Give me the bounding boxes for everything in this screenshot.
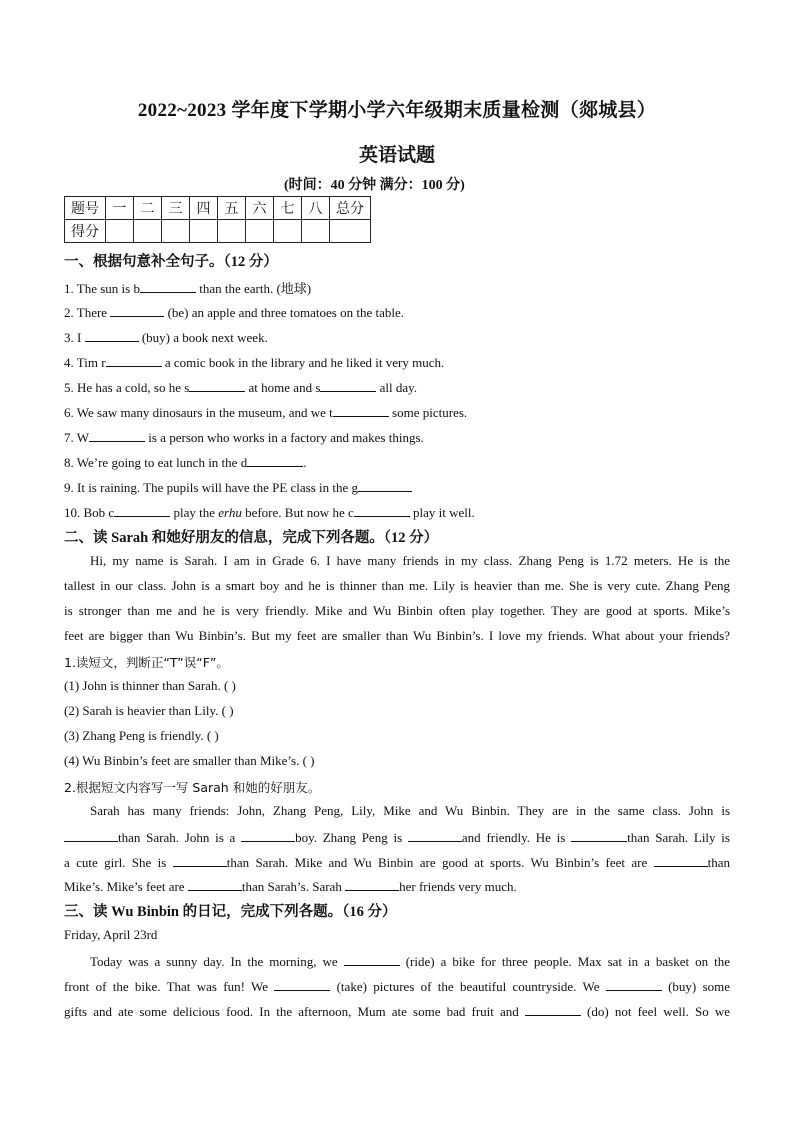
- score-table: [64, 196, 371, 243]
- answer-blank[interactable]: [333, 403, 389, 417]
- question-4: 4. Tim r a comic book in the library and he liked it very much.: [64, 355, 445, 370]
- question-1: 1. The sun is b than the earth. (地球): [64, 281, 312, 296]
- score-cell: 三: [162, 197, 190, 220]
- score-cell: 题号: [65, 197, 106, 220]
- answer-blank[interactable]: [247, 453, 303, 467]
- score-cell: 二: [134, 197, 162, 220]
- score-entry-cell[interactable]: [190, 220, 218, 243]
- score-entry-cell[interactable]: [330, 220, 371, 243]
- answer-blank[interactable]: [571, 828, 627, 842]
- score-cell: 五: [218, 197, 246, 220]
- tf-question-2: (2) Sarah is heavier than Lily. ( ): [64, 703, 234, 718]
- question-10: 10. Bob c play the erhu before. But now he c play it well.: [64, 505, 475, 520]
- question-2: 2. There (be) an apple and three tomatoes on the table.: [64, 305, 405, 320]
- score-entry-cell[interactable]: [246, 220, 274, 243]
- diary-line: front of the bike. That was fun! We (take) pictures of the beautiful countryside. We (buy) some: [64, 979, 731, 994]
- answer-blank[interactable]: [358, 478, 412, 492]
- section3-heading: 三、读 Wu Binbin 的日记，完成下列各题。（16 分）: [64, 904, 397, 920]
- score-table-header-row: [65, 197, 371, 220]
- question-7: 7. W is a person who works in a factory and makes things.: [64, 430, 424, 445]
- score-cell: 总分: [330, 197, 371, 220]
- answer-blank[interactable]: [188, 877, 242, 891]
- passage-line: Hi, my name is Sarah. I am in Grade 6. I have many friends in my class. Zhang Peng is 1.72 meters. He is the: [90, 553, 730, 568]
- answer-blank[interactable]: [114, 503, 170, 517]
- answer-blank[interactable]: [344, 952, 400, 966]
- score-cell: 四: [190, 197, 218, 220]
- score-table-score-row: [65, 220, 371, 243]
- score-cell: 六: [246, 197, 274, 220]
- summary-line: Mike’s. Mike’s feet are than Sarah’s. Sarah her friends very much.: [64, 879, 517, 894]
- answer-blank[interactable]: [189, 378, 245, 392]
- tf-question-3: (3) Zhang Peng is friendly. ( ): [64, 728, 219, 743]
- section1-heading: 一、根据句意补全句子。（12 分）: [64, 254, 278, 270]
- passage-line: feet are bigger than Wu Binbin’s. But my feet are smaller than Wu Binbin’s. I love my friends. What about your friends?: [64, 628, 730, 643]
- answer-blank[interactable]: [85, 328, 139, 342]
- exam-meta: (时间：40 分钟 满分：100 分): [284, 178, 465, 193]
- answer-blank[interactable]: [140, 279, 196, 293]
- question-6: 6. We saw many dinosaurs in the museum, and we t some pictures.: [64, 405, 468, 420]
- score-entry-cell[interactable]: [162, 220, 190, 243]
- answer-blank[interactable]: [241, 828, 295, 842]
- question-3: 3. I (buy) a book next week.: [64, 330, 268, 345]
- score-entry-cell[interactable]: [134, 220, 162, 243]
- passage-line: tallest in our class. John is a smart boy and he is thinner than me. Lily is heavier than me. She is very cute. Zhang Peng: [64, 578, 730, 593]
- diary-line: Today was a sunny day. In the morning, we (ride) a bike for three people. Max sat in a basket on the: [90, 954, 731, 969]
- score-entry-cell[interactable]: [106, 220, 134, 243]
- summary-line: than Sarah. John is a boy. Zhang Peng is and friendly. He is than Sarah. Lily is: [64, 828, 730, 846]
- answer-blank[interactable]: [354, 503, 410, 517]
- answer-blank[interactable]: [320, 378, 376, 392]
- question-5: 5. He has a cold, so he s at home and s all day.: [64, 380, 418, 395]
- section2-heading: 二、读 Sarah 和她好朋友的信息，完成下列各题。（12 分）: [64, 530, 439, 546]
- answer-blank[interactable]: [64, 828, 118, 842]
- answer-blank[interactable]: [654, 853, 708, 867]
- passage-line: is stronger than me and he is very friendly. Mike and Wu Binbin often play together. They are good at sports. Mike’s: [64, 603, 730, 618]
- score-cell: 八: [302, 197, 330, 220]
- question-8: 8. We’re going to eat lunch in the d .: [64, 455, 307, 470]
- diary-date: Friday, April 23rd: [64, 927, 158, 942]
- answer-blank[interactable]: [173, 853, 227, 867]
- question-9: 9. It is raining. The pupils will have the PE class in the g: [64, 478, 412, 496]
- answer-blank[interactable]: [525, 1002, 581, 1016]
- q2-instruction: 2.根据短文内容写一写 Sarah 和她的好朋友。: [64, 780, 321, 795]
- exam-title: 2022~2023 学年度下学期小学六年级期末质量检测（郯城县）: [137, 100, 657, 121]
- answer-blank[interactable]: [89, 428, 145, 442]
- answer-blank[interactable]: [606, 977, 662, 991]
- answer-blank[interactable]: [345, 877, 399, 891]
- score-cell: 一: [106, 197, 134, 220]
- summary-line: a cute girl. She is than Sarah. Mike and Wu Binbin are good at sports. Wu Binbin’s feet are than: [64, 855, 730, 870]
- tf-question-4: (4) Wu Binbin’s feet are smaller than Mike’s. ( ): [64, 753, 315, 768]
- exam-subject: 英语试题: [358, 145, 435, 166]
- answer-blank[interactable]: [274, 977, 330, 991]
- answer-blank[interactable]: [110, 303, 164, 317]
- diary-line: gifts and ate some delicious food. In the afternoon, Mum ate some bad fruit and (do) not feel well. So we: [64, 1004, 730, 1019]
- score-entry-cell[interactable]: [218, 220, 246, 243]
- answer-blank[interactable]: [408, 828, 462, 842]
- score-label-cell: 得分: [65, 220, 106, 243]
- score-cell: 七: [274, 197, 302, 220]
- tf-question-1: (1) John is thinner than Sarah. ( ): [64, 678, 236, 693]
- score-entry-cell[interactable]: [274, 220, 302, 243]
- q1-instruction: 1.读短文，判断正“T”误“F”。: [64, 655, 229, 670]
- answer-blank[interactable]: [106, 353, 162, 367]
- summary-line: Sarah has many friends: John, Zhang Peng, Lily, Mike and Wu Binbin. They are in the same class. John is: [90, 803, 730, 818]
- score-entry-cell[interactable]: [302, 220, 330, 243]
